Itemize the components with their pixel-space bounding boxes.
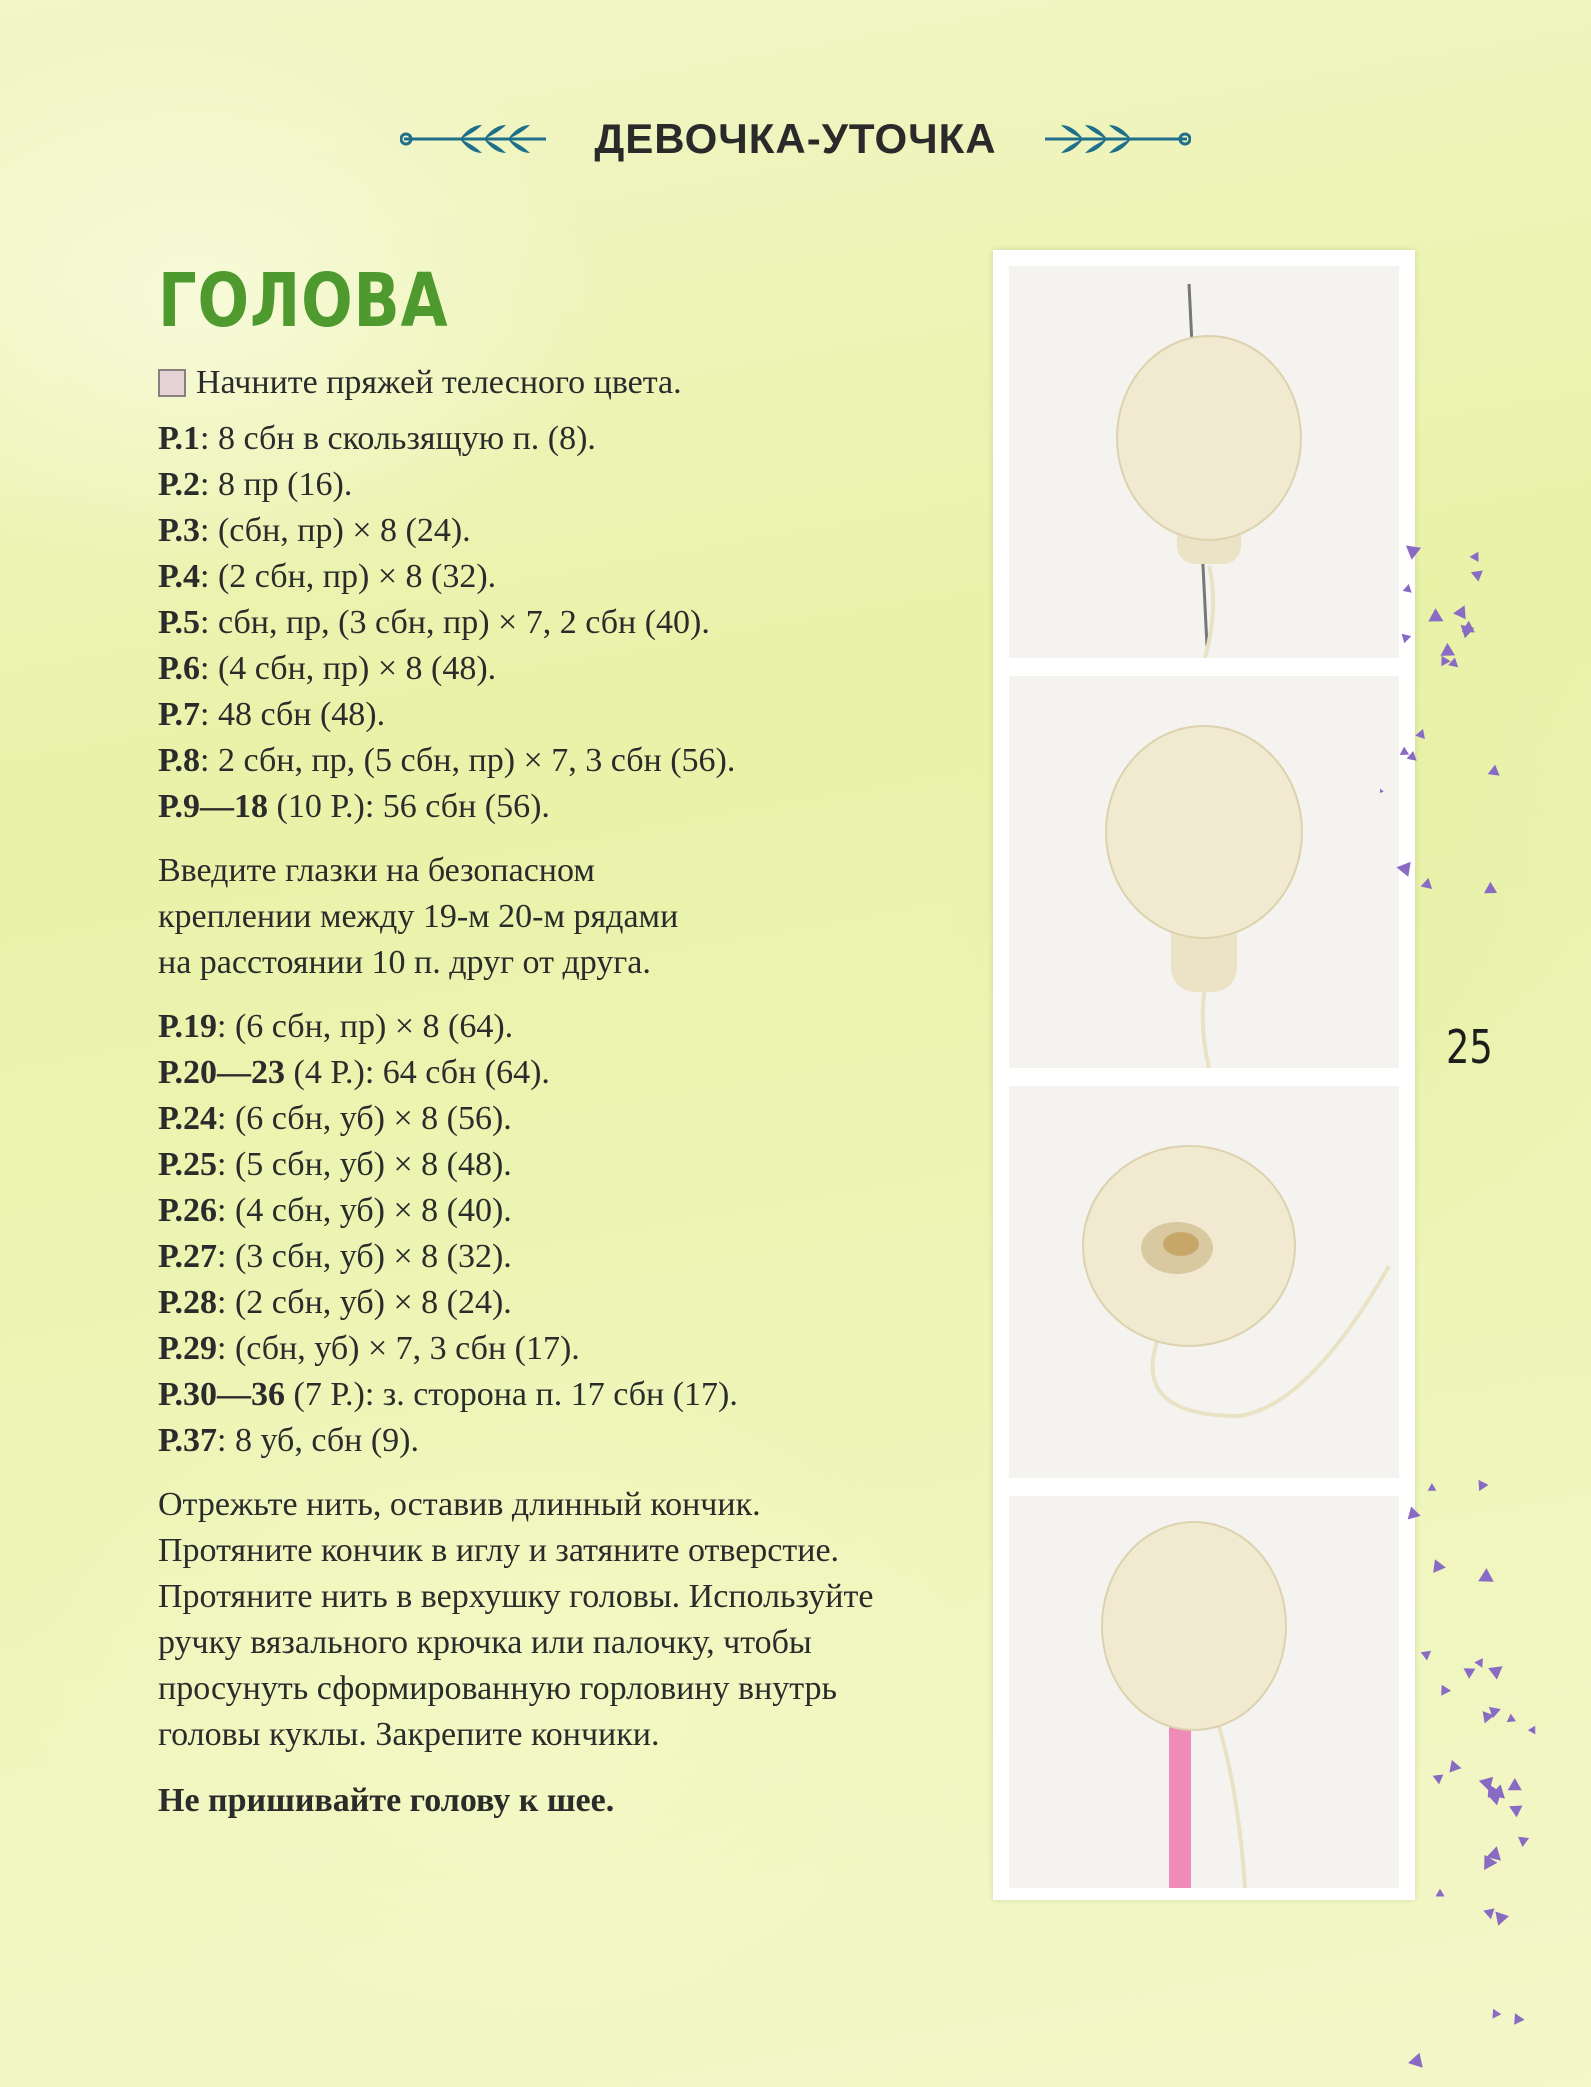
page-header: [0, 104, 1591, 174]
row-text: : (6 сбн, пр) × 8 (64).: [217, 1008, 514, 1045]
instruction-row: [158, 1234, 958, 1280]
photo-head-with-needle: [1009, 266, 1399, 658]
photo-head-on-hook: [1009, 1496, 1399, 1888]
triangle-mark: [1508, 1778, 1522, 1790]
triangle-mark: [1464, 1668, 1476, 1679]
triangle-mark: [1471, 571, 1483, 582]
triangle-mark: [1403, 584, 1412, 593]
row-label: Р.5: [158, 604, 201, 641]
triangle-mark: [1421, 878, 1433, 889]
row-text: : 8 пр (16).: [200, 466, 353, 503]
row-label: Р.7: [158, 696, 201, 733]
row-label: Р.8: [158, 742, 201, 779]
row-text: (4 Р.): 64 сбн (64).: [285, 1054, 550, 1091]
row-label: Р.20—23: [158, 1054, 286, 1091]
triangle-mark: [1396, 862, 1410, 877]
row-text: : (2 сбн, пр) × 8 (32).: [200, 558, 497, 595]
triangle-mark: [1433, 1559, 1446, 1573]
triangle-mark: [1514, 2013, 1524, 2025]
instruction-row: [158, 1418, 958, 1464]
row-label: Р.28: [158, 1284, 218, 1321]
instruction-row: [158, 1372, 958, 1418]
row-label: Р.6: [158, 650, 201, 687]
row-text: : сбн, пр, (3 сбн, пр) × 7, 2 сбн (40).: [200, 604, 710, 641]
instruction-row: [158, 416, 958, 462]
instruction-row: [158, 1142, 958, 1188]
instruction-row: [158, 784, 958, 830]
row-text: : 8 сбн в скользящую п. (8).: [200, 420, 596, 457]
instruction-row: [158, 554, 958, 600]
row-text: : (2 сбн, уб) × 8 (24).: [217, 1284, 512, 1321]
photo-head-with-neck: [1009, 676, 1399, 1068]
triangle-mark: [1495, 1912, 1509, 1926]
triangle-mark: [1400, 747, 1410, 755]
row-text: : 48 сбн (48).: [200, 696, 386, 733]
instruction-row: [158, 1096, 958, 1142]
leaf-branch-left-icon: [400, 119, 550, 159]
instruction-row: [158, 1280, 958, 1326]
warning-note: Не пришивайте голову к шее.: [158, 1782, 615, 1819]
instruction-row: [158, 1004, 958, 1050]
row-label: Р.3: [158, 512, 201, 549]
row-label: Р.27: [158, 1238, 218, 1275]
triangle-mark: [1408, 2053, 1423, 2068]
row-text: : (сбн, пр) × 8 (24).: [200, 512, 471, 549]
triangle-mark: [1478, 1568, 1494, 1582]
triangle-mark: [1448, 658, 1458, 668]
instruction-row: [158, 1050, 958, 1096]
instruction-row: [158, 646, 958, 692]
triangle-mark: [1440, 643, 1455, 656]
rows-list-1: [158, 416, 958, 830]
eyes-paragraph: Введите глазки на безопасном креплении между 19-м 20-м рядами на расстоянии 10 п. друг от друга.: [158, 852, 679, 981]
triangle-mark: [1483, 1908, 1494, 1919]
triangle-mark: [1421, 1651, 1431, 1661]
instruction-row: [158, 508, 958, 554]
photo-strip: [993, 250, 1415, 1900]
triangle-mark: [1428, 608, 1443, 621]
instruction-row: [158, 738, 958, 784]
triangle-mark: [1488, 765, 1500, 776]
row-label: Р.2: [158, 466, 201, 503]
triangle-mark: [1380, 784, 1384, 797]
triangle-mark: [1493, 2009, 1502, 2019]
triangle-mark: [1488, 1666, 1502, 1679]
row-label: Р.24: [158, 1100, 218, 1137]
triangle-mark: [1470, 552, 1479, 562]
row-label: Р.4: [158, 558, 201, 595]
row-text: : (4 сбн, уб) × 8 (40).: [217, 1192, 512, 1229]
triangle-mark: [1428, 1483, 1437, 1491]
row-text: : 2 сбн, пр, (5 сбн, пр) × 7, 3 сбн (56).: [200, 742, 736, 779]
row-text: : 8 уб, сбн (9).: [217, 1422, 419, 1459]
section-title: ГОЛОВА: [158, 258, 449, 344]
row-label: Р.37: [158, 1422, 218, 1459]
triangle-mark: [1408, 1507, 1421, 1520]
instruction-row: [158, 1188, 958, 1234]
row-label: Р.19: [158, 1008, 218, 1045]
triangle-mark: [1415, 729, 1425, 739]
instruction-row: [158, 692, 958, 738]
finish-paragraph: Отрежьте нить, оставив длинный кончик. Протяните кончик в иглу и затяните отверстие. Протяните нить в верхушку головы. Используйте ручку вязального крючка или палочку, чтобы просунуть сформированную горловину внутрь головы куклы. Закрепите кончики.: [158, 1486, 874, 1753]
pattern-instructions: [158, 360, 958, 1842]
leaf-branch-right-icon: [1041, 119, 1191, 159]
triangle-mark: [1479, 1480, 1489, 1491]
row-label: Р.9—18: [158, 788, 269, 825]
row-text: : (сбн, уб) × 7, 3 сбн (17).: [217, 1330, 580, 1367]
decorative-triangles-icon: [1380, 500, 1591, 2087]
triangle-mark: [1407, 751, 1417, 761]
intro-line: [158, 360, 958, 406]
photo-head-opening: [1009, 1086, 1399, 1478]
instruction-row: [158, 1326, 958, 1372]
triangle-mark: [1474, 1658, 1483, 1668]
triangle-mark: [1484, 882, 1497, 894]
intro-text: Начните пряжей телесного цвета.: [196, 364, 682, 401]
instruction-row: [158, 462, 958, 508]
color-swatch-icon: [158, 369, 186, 397]
triangle-mark: [1436, 1889, 1445, 1897]
row-label: Р.25: [158, 1146, 218, 1183]
row-text: : (4 сбн, пр) × 8 (48).: [200, 650, 497, 687]
triangle-mark: [1406, 546, 1421, 560]
triangle-mark: [1433, 1775, 1444, 1785]
instruction-row: [158, 600, 958, 646]
row-text: (10 Р.): 56 сбн (56).: [268, 788, 550, 825]
triangle-mark: [1402, 634, 1412, 644]
row-text: : (5 сбн, уб) × 8 (48).: [217, 1146, 512, 1183]
row-label: Р.1: [158, 420, 201, 457]
row-label: Р.26: [158, 1192, 218, 1229]
row-text: : (6 сбн, уб) × 8 (56).: [217, 1100, 512, 1137]
row-label: Р.30—36: [158, 1376, 286, 1413]
triangle-mark: [1528, 1726, 1536, 1735]
triangle-mark: [1518, 1837, 1529, 1847]
chapter-title: ДЕВОЧКА-УТОЧКА: [594, 115, 997, 162]
row-text: : (3 сбн, уб) × 8 (32).: [217, 1238, 512, 1275]
triangle-mark: [1453, 605, 1466, 619]
triangle-mark: [1509, 1806, 1522, 1818]
triangle-mark: [1449, 1760, 1461, 1773]
page-number: 25: [1446, 1020, 1493, 1074]
row-label: Р.29: [158, 1330, 218, 1367]
triangle-mark: [1441, 1685, 1451, 1696]
rows-list-2: [158, 1004, 958, 1464]
triangle-mark: [1507, 1714, 1516, 1723]
row-text: (7 Р.): з. сторона п. 17 сбн (17).: [285, 1376, 738, 1413]
